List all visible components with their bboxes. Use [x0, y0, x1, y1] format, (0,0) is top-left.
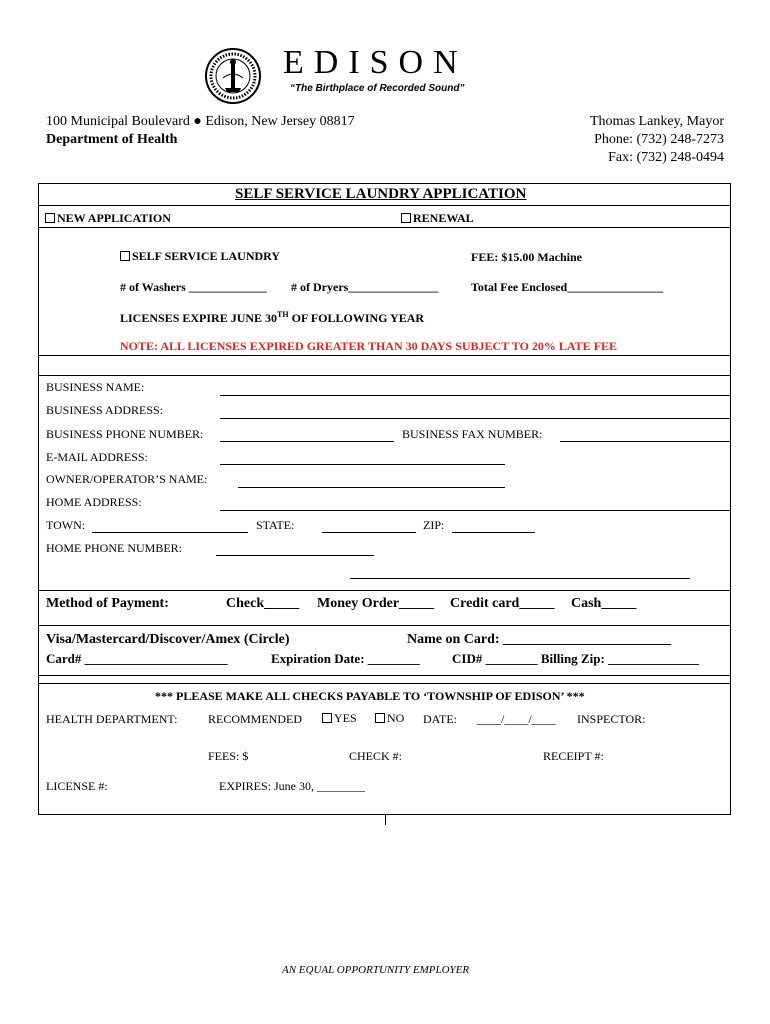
divider — [38, 227, 731, 228]
business-fax-label: BUSINESS FAX NUMBER: — [402, 427, 543, 441]
total-fee-field[interactable]: Total Fee Enclosed________________ — [471, 280, 664, 294]
payable-note: *** PLEASE MAKE ALL CHECKS PAYABLE TO ‘TOWNSHIP OF EDISON’ *** — [155, 689, 585, 703]
business-fax-input-line[interactable] — [560, 441, 730, 442]
renewal-label: RENEWAL — [413, 211, 474, 225]
washers-field[interactable]: # of Washers _____________ — [120, 280, 267, 294]
yes-checkbox[interactable] — [322, 713, 332, 723]
state-input-line[interactable] — [322, 532, 416, 533]
cash-option[interactable]: Cash_____ — [571, 596, 637, 611]
licenses-expire-text-part: LICENSES EXPIRE JUNE 30 — [120, 311, 278, 325]
brand-name: EDISON — [283, 44, 468, 81]
dryers-field[interactable]: # of Dryers_______________ — [291, 280, 439, 294]
new-application-label: NEW APPLICATION — [57, 211, 171, 225]
expiration-date-field[interactable]: Expiration Date: ________ — [271, 651, 420, 666]
late-fee-note: NOTE: ALL LICENSES EXPIRED GREATER THAN 30 DAYS SUBJECT TO 20% LATE FEE — [120, 339, 618, 353]
divider — [38, 683, 731, 684]
zip-label: ZIP: — [423, 518, 445, 532]
phone-number: Phone: (732) 248-7273 — [594, 132, 724, 147]
township-seal-logo — [205, 48, 261, 104]
home-phone-label: HOME PHONE NUMBER: — [46, 541, 183, 555]
town-input-line[interactable] — [92, 532, 248, 533]
home-address-input-line[interactable] — [220, 510, 730, 511]
department-name: Department of Health — [46, 132, 178, 147]
owner-name-input-line[interactable] — [238, 487, 505, 488]
cid-billing-zip-field[interactable]: CID# ________ Billing Zip: ______________ — [452, 651, 700, 666]
fees-label: FEES: $ — [208, 749, 249, 763]
date-label: DATE: — [423, 712, 457, 726]
credit-card-option[interactable]: Credit card_____ — [450, 596, 555, 611]
new-application-checkbox[interactable] — [45, 213, 55, 223]
health-department-label: HEALTH DEPARTMENT: — [46, 712, 178, 726]
yes-label: YES — [334, 711, 357, 725]
state-label: STATE: — [256, 518, 295, 532]
date-field[interactable]: ____/____/____ — [477, 712, 556, 726]
inspector-label: INSPECTOR: — [577, 712, 646, 726]
licenses-expire-text — [120, 310, 424, 326]
renewal-option[interactable] — [401, 211, 474, 226]
divider — [38, 355, 731, 356]
check-option[interactable]: Check_____ — [226, 596, 300, 611]
self-service-laundry-checkbox[interactable] — [120, 251, 130, 261]
email-label: E-MAIL ADDRESS: — [46, 450, 148, 464]
check-number-label: CHECK #: — [349, 749, 403, 763]
business-phone-input-line[interactable] — [220, 441, 394, 442]
recommended-yes-option[interactable] — [322, 711, 357, 726]
brand-tagline: “The Birthplace of Recorded Sound” — [290, 83, 465, 94]
divider — [385, 815, 386, 825]
expires-field[interactable]: EXPIRES: June 30, ________ — [219, 779, 366, 793]
no-checkbox[interactable] — [375, 713, 385, 723]
equal-opportunity-footer: AN EQUAL OPPORTUNITY EMPLOYER — [282, 964, 470, 976]
receipt-number-label: RECEIPT #: — [543, 749, 604, 763]
money-order-option[interactable]: Money Order_____ — [317, 596, 435, 611]
divider — [38, 590, 731, 591]
licenses-expire-superscript: TH — [277, 310, 289, 319]
signature-input-line[interactable] — [350, 578, 690, 579]
name-on-card-field[interactable]: Name on Card: ________________________ — [407, 632, 672, 647]
no-label: NO — [387, 711, 405, 725]
home-address-label: HOME ADDRESS: — [46, 495, 142, 509]
business-phone-label: BUSINESS PHONE NUMBER: — [46, 427, 204, 441]
divider — [38, 375, 731, 376]
recommended-no-option[interactable] — [375, 711, 404, 726]
renewal-checkbox[interactable] — [401, 213, 411, 223]
license-number-label: LICENSE #: — [46, 779, 108, 793]
fax-number: Fax: (732) 248-0494 — [608, 150, 724, 165]
divider — [38, 625, 731, 626]
self-service-laundry-option[interactable] — [120, 249, 280, 264]
business-address-input-line[interactable] — [220, 418, 730, 419]
business-name-input-line[interactable] — [220, 395, 730, 396]
self-service-laundry-label: SELF SERVICE LAUNDRY — [132, 249, 281, 263]
business-name-label: BUSINESS NAME: — [46, 380, 145, 394]
form-title: SELF SERVICE LAUNDRY APPLICATION — [235, 186, 527, 202]
divider — [38, 205, 731, 206]
new-application-option[interactable] — [45, 211, 171, 226]
municipal-address: 100 Municipal Boulevard ● Edison, New Jersey 08817 — [46, 114, 355, 129]
owner-name-label: OWNER/OPERATOR’S NAME: — [46, 472, 208, 486]
divider — [38, 675, 731, 676]
recommended-label: RECOMMENDED — [208, 712, 303, 726]
home-phone-input-line[interactable] — [216, 555, 374, 556]
card-types-label: Visa/Mastercard/Discover/Amex (Circle) — [46, 632, 290, 647]
mayor-name: Thomas Lankey, Mayor — [590, 114, 724, 129]
licenses-expire-text-part: OF FOLLOWING YEAR — [288, 311, 425, 325]
town-label: TOWN: — [46, 518, 86, 532]
card-number-field[interactable]: Card# ______________________ — [46, 651, 228, 666]
email-input-line[interactable] — [220, 464, 505, 465]
zip-input-line[interactable] — [452, 532, 535, 533]
business-address-label: BUSINESS ADDRESS: — [46, 403, 164, 417]
method-of-payment-label: Method of Payment: — [46, 596, 169, 611]
fee-text: FEE: $15.00 Machine — [471, 250, 582, 264]
